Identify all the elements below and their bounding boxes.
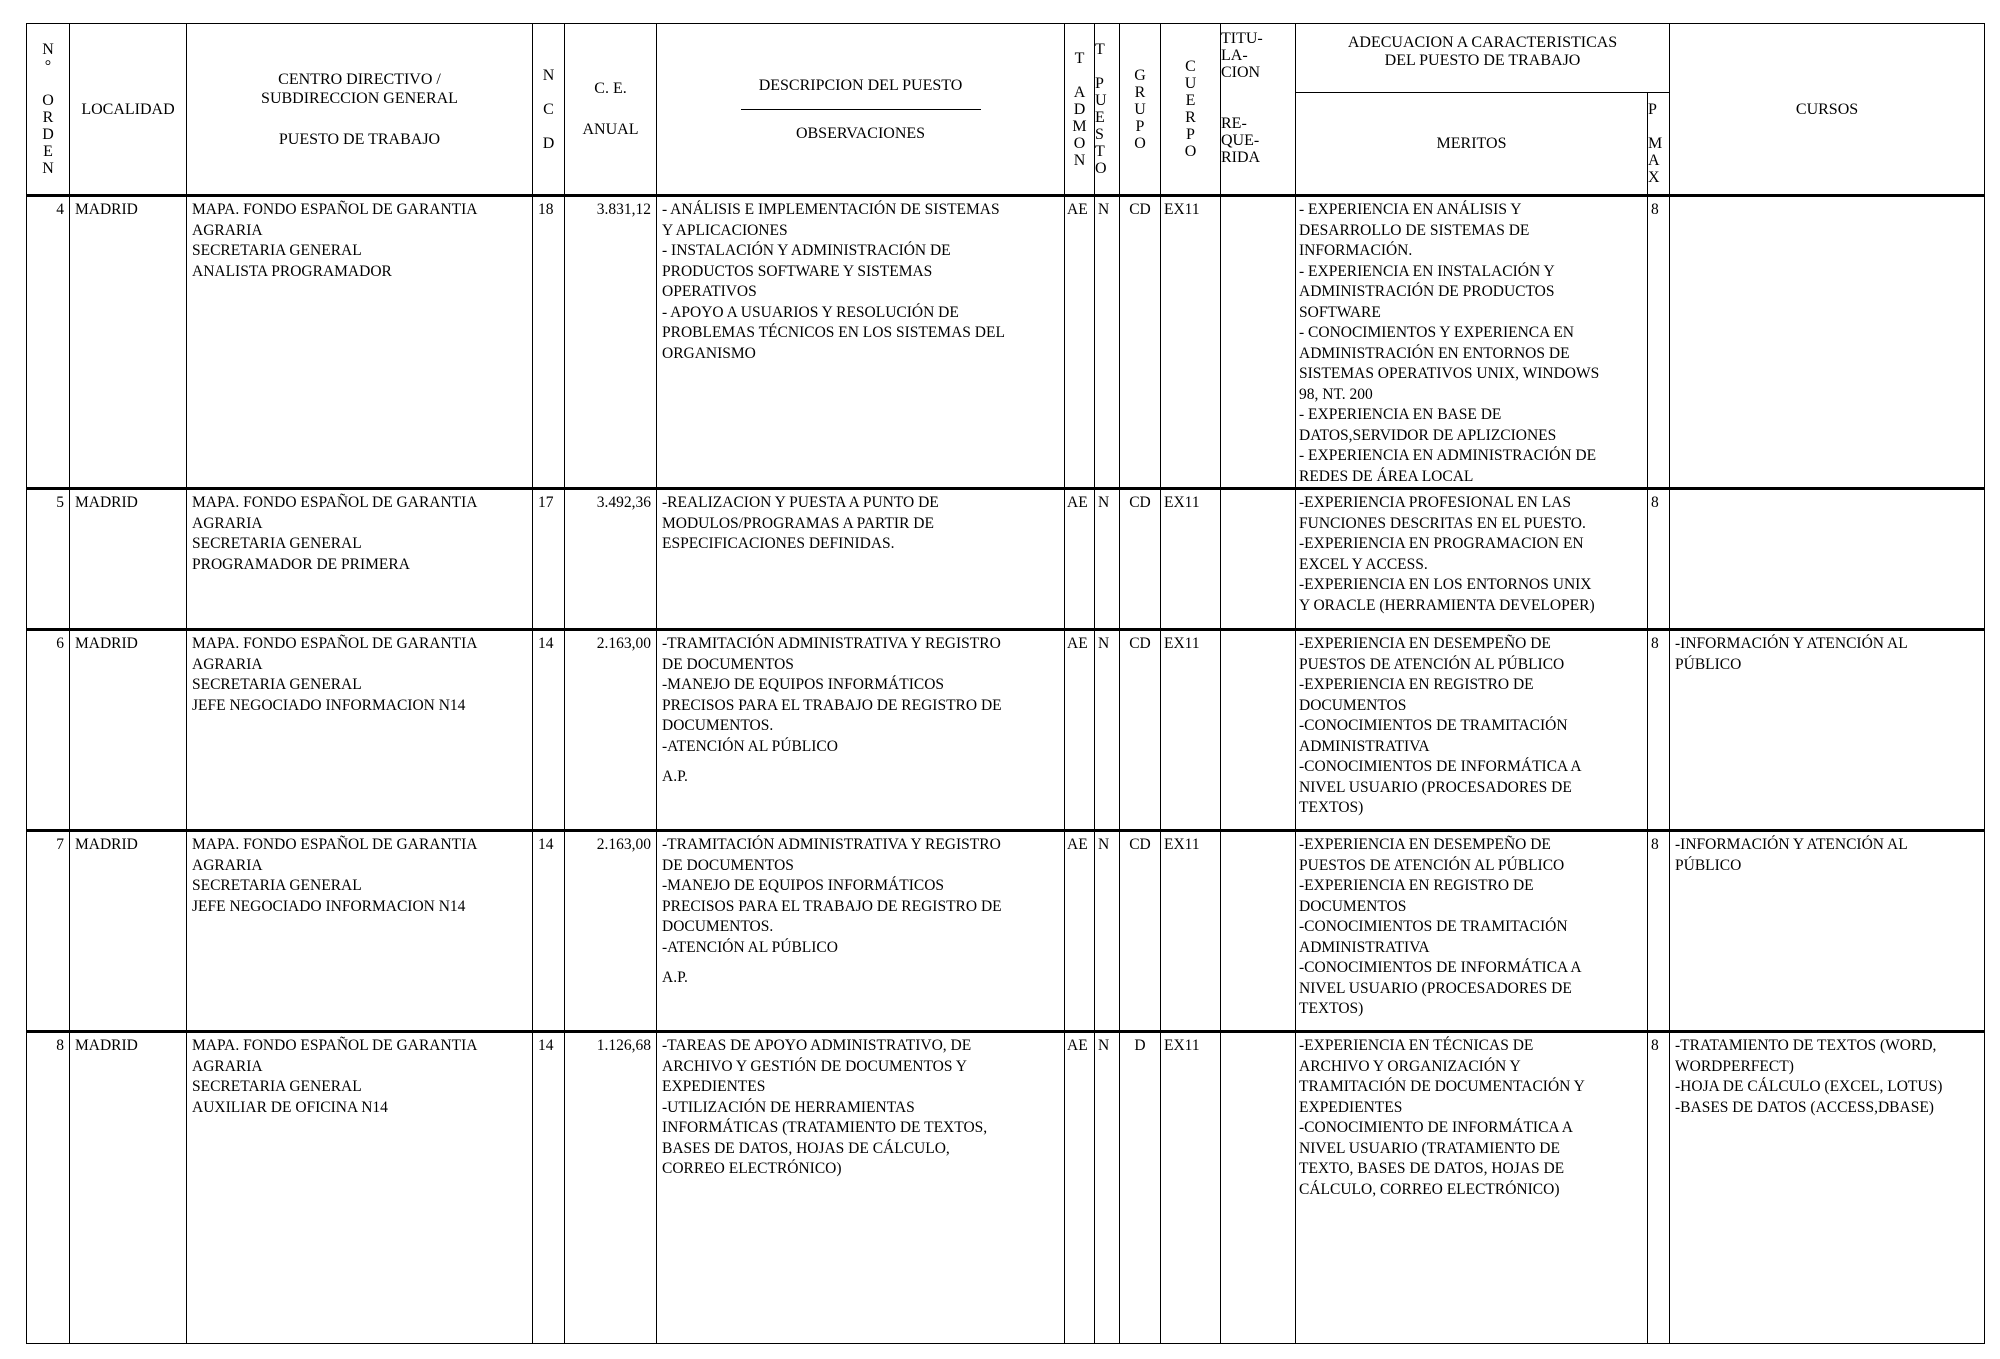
cell-descripcion <box>657 630 1065 831</box>
cell-titulacion <box>1221 630 1296 831</box>
header-tadmon: T A D M O N <box>1065 24 1095 196</box>
header-meritos: MERITOS <box>1296 93 1648 196</box>
cell-tadmon: AE <box>1065 489 1095 630</box>
cell-grupo: CD <box>1120 196 1161 489</box>
cell-meritos: -EXPERIENCIA PROFESIONAL EN LAS FUNCIONES DESCRITAS EN EL PUESTO. -EXPERIENCIA EN PROGRAMACION EN EXCEL Y ACCESS. -EXPERIENCIA EN LOS ENTORNOS UNIX Y ORACLE (HERRAMIENTA DEVELOPER) <box>1296 489 1648 630</box>
cell-descripcion <box>657 489 1065 630</box>
cell-ncd: 14 <box>533 630 565 831</box>
cell-titulacion <box>1221 196 1296 489</box>
cell-cursos <box>1670 489 1985 630</box>
header-cuerpo: C U E R P O <box>1161 24 1221 196</box>
header-puesto-trabajo: PUESTO DE TRABAJO <box>278 130 441 148</box>
cell-ncd: 17 <box>533 489 565 630</box>
cell-orden: 6 <box>27 630 70 831</box>
header-adecuacion: ADECUACION A CARACTERISTICAS DEL PUESTO DE TRABAJO <box>1296 24 1670 93</box>
header-observaciones: OBSERVACIONES <box>795 124 926 142</box>
descripcion-text: -REALIZACION Y PUESTA A PUNTO DE MODULOS/PROGRAMAS A PARTIR DE ESPECIFICACIONES DEFINIDAS. <box>662 494 939 552</box>
header-pmax: P M A X <box>1648 93 1670 196</box>
descripcion-text: - ANÁLISIS E IMPLEMENTACIÓN DE SISTEMAS Y APLICACIONES - INSTALACIÓN Y ADMINISTRACIÓN DE PRODUCTOS SOFTWARE Y SISTEMAS OPERATIVOS - APOYO A USUARIOS Y RESOLUCIÓN DE PROBLEMAS TÉCNICOS EN LOS SISTEMAS DEL ORGANISMO <box>662 201 1005 362</box>
cell-tpuesto: N <box>1095 630 1120 831</box>
cell-localidad: MADRID <box>70 489 187 630</box>
cell-meritos: -EXPERIENCIA EN TÉCNICAS DE ARCHIVO Y ORGANIZACIÓN Y TRAMITACIÓN DE DOCUMENTACIÓN Y EXPEDIENTES -CONOCIMIENTO DE INFORMÁTICA A NIVEL USUARIO (TRATAMIENTO DE TEXTO, BASES DE DATOS, HOJAS DE CÁLCULO, CORREO ELECTRÓNICO) <box>1296 1032 1648 1344</box>
descripcion-text: -TRAMITACIÓN ADMINISTRATIVA Y REGISTRO DE DOCUMENTOS -MANEJO DE EQUIPOS INFORMÁTICOS PRECISOS PARA EL TRABAJO DE REGISTRO DE DOCUMENTOS. -ATENCIÓN AL PÚBLICO <box>662 635 1002 755</box>
cell-tpuesto: N <box>1095 831 1120 1032</box>
cell-orden: 4 <box>27 196 70 489</box>
cell-tadmon: AE <box>1065 831 1095 1032</box>
observaciones-text: A.P. <box>662 969 688 986</box>
cell-pmax: 8 <box>1648 1032 1670 1344</box>
cell-centro: MAPA. FONDO ESPAÑOL DE GARANTIA AGRARIA SECRETARIA GENERAL JEFE NEGOCIADO INFORMACION N14 <box>187 831 533 1032</box>
header-centro-directivo: CENTRO DIRECTIVO / SUBDIRECCION GENERAL <box>261 70 458 107</box>
cell-centro: MAPA. FONDO ESPAÑOL DE GARANTIA AGRARIA SECRETARIA GENERAL JEFE NEGOCIADO INFORMACION N14 <box>187 630 533 831</box>
cell-centro: MAPA. FONDO ESPAÑOL DE GARANTIA AGRARIA SECRETARIA GENERAL PROGRAMADOR DE PRIMERA <box>187 489 533 630</box>
header-orden: N ° O R D E N <box>27 24 70 196</box>
observaciones-text: A.P. <box>662 768 688 785</box>
cell-orden: 7 <box>27 831 70 1032</box>
cell-ncd: 14 <box>533 1032 565 1344</box>
header-descripcion-label: DESCRIPCION DEL PUESTO <box>758 76 963 94</box>
cell-tpuesto: N <box>1095 489 1120 630</box>
header-ce-anual: ANUAL <box>582 121 639 138</box>
cell-titulacion <box>1221 831 1296 1032</box>
cell-cuerpo: EX11 <box>1161 831 1221 1032</box>
header-ce <box>565 24 657 196</box>
cell-descripcion <box>657 1032 1065 1344</box>
cell-cuerpo: EX11 <box>1161 489 1221 630</box>
cell-pmax: 8 <box>1648 831 1670 1032</box>
cell-ncd: 18 <box>533 196 565 489</box>
cell-localidad: MADRID <box>70 196 187 489</box>
table-row <box>27 831 1985 1032</box>
header-divider <box>741 109 981 110</box>
cell-orden: 5 <box>27 489 70 630</box>
cell-grupo: CD <box>1120 489 1161 630</box>
cell-ncd: 14 <box>533 831 565 1032</box>
header-descripcion <box>657 24 1065 196</box>
cell-cursos: -TRATAMIENTO DE TEXTOS (WORD, WORDPERFECT) -HOJA DE CÁLCULO (EXCEL, LOTUS) -BASES DE DATOS (ACCESS,DBASE) <box>1670 1032 1985 1344</box>
cell-tadmon: AE <box>1065 630 1095 831</box>
header-centro <box>187 24 533 196</box>
header-tpuesto: T P U E S T O <box>1095 24 1120 196</box>
cell-pmax: 8 <box>1648 630 1670 831</box>
cell-cuerpo: EX11 <box>1161 1032 1221 1344</box>
cell-tpuesto: N <box>1095 196 1120 489</box>
cell-ce: 1.126,68 <box>565 1032 657 1344</box>
job-positions-table <box>26 23 1985 1344</box>
cell-grupo: CD <box>1120 630 1161 831</box>
cell-pmax: 8 <box>1648 489 1670 630</box>
table-row <box>27 1032 1985 1344</box>
table-row <box>27 630 1985 831</box>
cell-centro: MAPA. FONDO ESPAÑOL DE GARANTIA AGRARIA SECRETARIA GENERAL ANALISTA PROGRAMADOR <box>187 196 533 489</box>
cell-grupo: CD <box>1120 831 1161 1032</box>
header-grupo: G R U P O <box>1120 24 1161 196</box>
cell-cursos: -INFORMACIÓN Y ATENCIÓN AL PÚBLICO <box>1670 630 1985 831</box>
header-titulacion: TITU- LA- CION RE- QUE- RIDA <box>1221 24 1296 196</box>
cell-localidad: MADRID <box>70 831 187 1032</box>
cell-cuerpo: EX11 <box>1161 630 1221 831</box>
table-row <box>27 196 1985 489</box>
cell-localidad: MADRID <box>70 630 187 831</box>
cell-cursos: -INFORMACIÓN Y ATENCIÓN AL PÚBLICO <box>1670 831 1985 1032</box>
descripcion-text: -TRAMITACIÓN ADMINISTRATIVA Y REGISTRO DE DOCUMENTOS -MANEJO DE EQUIPOS INFORMÁTICOS PRECISOS PARA EL TRABAJO DE REGISTRO DE DOCUMENTOS. -ATENCIÓN AL PÚBLICO <box>662 836 1002 956</box>
cell-titulacion <box>1221 489 1296 630</box>
cell-meritos: - EXPERIENCIA EN ANÁLISIS Y DESARROLLO DE SISTEMAS DE INFORMACIÓN. - EXPERIENCIA EN INSTALACIÓN Y ADMINISTRACIÓN DE PRODUCTOS SOFTWARE - CONOCIMIENTOS Y EXPERIENCA EN ADMINISTRACIÓN EN ENTORNOS DE SISTEMAS OPERATIVOS UNIX, WINDOWS 98, NT. 200 - EXPERIENCIA EN BASE DE DATOS,SERVIDOR DE APLIZCIONES - EXPERIENCIA EN ADMINISTRACIÓN DE REDES DE ÁREA LOCAL <box>1296 196 1648 489</box>
cell-cursos <box>1670 196 1985 489</box>
cell-meritos: -EXPERIENCIA EN DESEMPEÑO DE PUESTOS DE ATENCIÓN AL PÚBLICO -EXPERIENCIA EN REGISTRO DE DOCUMENTOS -CONOCIMIENTOS DE TRAMITACIÓN ADMINISTRATIVA -CONOCIMIENTOS DE INFORMÁTICA A NIVEL USUARIO (PROCESADORES DE TEXTOS) <box>1296 630 1648 831</box>
cell-meritos: -EXPERIENCIA EN DESEMPEÑO DE PUESTOS DE ATENCIÓN AL PÚBLICO -EXPERIENCIA EN REGISTRO DE DOCUMENTOS -CONOCIMIENTOS DE TRAMITACIÓN ADMINISTRATIVA -CONOCIMIENTOS DE INFORMÁTICA A NIVEL USUARIO (PROCESADORES DE TEXTOS) <box>1296 831 1648 1032</box>
cell-centro: MAPA. FONDO ESPAÑOL DE GARANTIA AGRARIA SECRETARIA GENERAL AUXILIAR DE OFICINA N14 <box>187 1032 533 1344</box>
cell-tadmon: AE <box>1065 196 1095 489</box>
cell-ce: 2.163,00 <box>565 630 657 831</box>
cell-ce: 2.163,00 <box>565 831 657 1032</box>
cell-grupo: D <box>1120 1032 1161 1344</box>
cell-ce: 3.831,12 <box>565 196 657 489</box>
cell-ce: 3.492,36 <box>565 489 657 630</box>
header-cursos: CURSOS <box>1670 24 1985 196</box>
header-ncd: N C D <box>533 24 565 196</box>
cell-tadmon: AE <box>1065 1032 1095 1344</box>
descripcion-text: -TAREAS DE APOYO ADMINISTRATIVO, DE ARCHIVO Y GESTIÓN DE DOCUMENTOS Y EXPEDIENTES -UTILIZACIÓN DE HERRAMIENTAS INFORMÁTICAS (TRATAMIENTO DE TEXTOS, BASES DE DATOS, HOJAS DE CÁLCULO, CORREO ELECTRÓNICO) <box>662 1037 988 1177</box>
header-localidad: LOCALIDAD <box>70 24 187 196</box>
cell-titulacion <box>1221 1032 1296 1344</box>
cell-pmax: 8 <box>1648 196 1670 489</box>
cell-tpuesto: N <box>1095 1032 1120 1344</box>
cell-localidad: MADRID <box>70 1032 187 1344</box>
cell-descripcion <box>657 831 1065 1032</box>
cell-cuerpo: EX11 <box>1161 196 1221 489</box>
table-row <box>27 489 1985 630</box>
cell-descripcion <box>657 196 1065 489</box>
cell-orden: 8 <box>27 1032 70 1344</box>
header-ce-label: C. E. <box>594 80 627 97</box>
